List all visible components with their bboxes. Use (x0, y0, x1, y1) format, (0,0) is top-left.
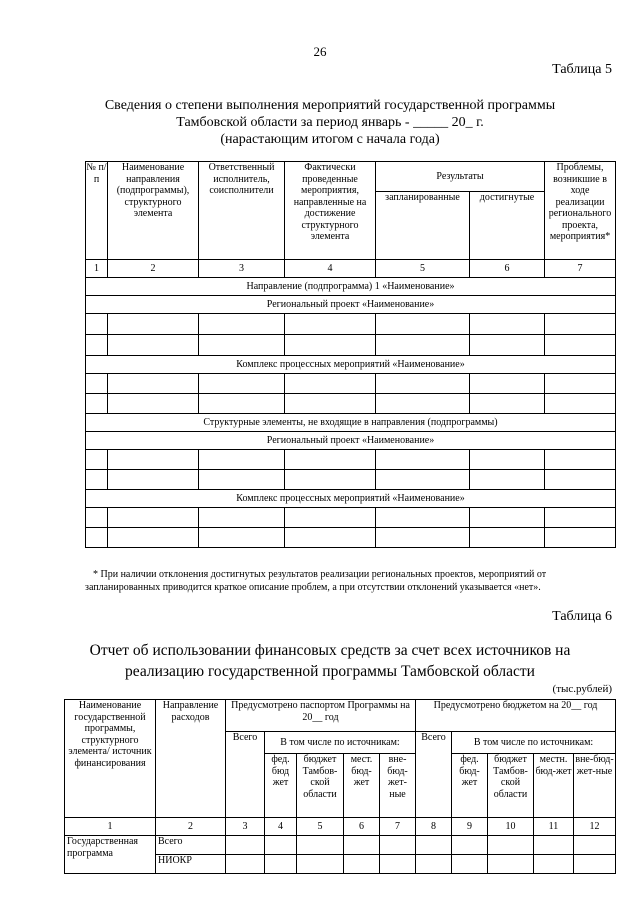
table6-title-line: реализацию государственной программы Тамбовской области (125, 663, 535, 680)
t5-section-row: Региональный проект «Наименование» (86, 432, 616, 450)
table5-footnote: * При наличии отклонения достигнутых результатов реализации региональных проектов, мероприятий от запланированных приводится краткое описание проблем, а при отсутствии отклонений указывается «нет». (85, 569, 547, 593)
t6-header-by-sources: В том числе по источникам: (265, 732, 416, 754)
table5-title-line: (нарастающим итогом с начала года) (220, 132, 440, 147)
table6-title-line: Отчет об использовании финансовых средств за счет всех источников на (89, 642, 571, 659)
t6-row-niokr: НИОКР (156, 855, 226, 874)
t6-header-total: Всего (226, 732, 265, 818)
t6-row-program: Государственная программа (65, 836, 156, 874)
t5-header-problems: Проблемы, возникшие в ходе реализации регионального проекта, мероприятия* (545, 162, 616, 260)
t6-colnum: 9 (452, 818, 488, 836)
t6-header-total: Всего (416, 732, 452, 818)
t5-section-row: Структурные элементы, не входящие в направления (подпрограммы) (86, 414, 616, 432)
t5-section-row: Комплекс процессных мероприятий «Наименование» (86, 356, 616, 374)
t6-header-regional: бюджет Тамбов-ской области (488, 754, 534, 818)
t6-header-fed: фед. бюд жет (265, 754, 297, 818)
t6-header-extra: вне-бюд-жет-ные (380, 754, 416, 818)
t6-header-by-sources: В том числе по источникам: (452, 732, 616, 754)
t6-header-name: Наименование государственной программы, структурного элемента/ источник финансирования (65, 700, 156, 818)
t5-header-actual: Фактически проведенные мероприятия, направленные на достижение структурного элемента (285, 162, 376, 260)
t5-colnum: 6 (470, 260, 545, 278)
t6-colnum: 6 (344, 818, 380, 836)
t6-header-budget: Предусмотрено бюджетом на 20__ год (416, 700, 616, 732)
t5-header-planned: запланированные (376, 192, 470, 260)
t6-header-passport: Предусмотрено паспортом Программы на 20__ год (226, 700, 416, 732)
table6 (64, 699, 616, 874)
t6-header-extra: вне-бюд-жет-ные (574, 754, 616, 818)
t5-header-results: Результаты (376, 162, 545, 192)
t5-section-row: Комплекс процессных мероприятий «Наименование» (86, 490, 616, 508)
t5-empty-row (86, 450, 616, 470)
t6-header-regional: бюджет Тамбов-ской области (297, 754, 344, 818)
table5-title-line: Тамбовской области за период январь - _____ 20_ г. (176, 115, 484, 130)
t5-colnum: 1 (86, 260, 108, 278)
t5-header-responsible: Ответственный исполнитель, соисполнители (199, 162, 285, 260)
t6-colnum: 2 (156, 818, 226, 836)
t5-empty-row (86, 314, 616, 335)
t5-colnum: 3 (199, 260, 285, 278)
t5-empty-row (86, 508, 616, 528)
t5-empty-row (86, 394, 616, 414)
t6-colnum: 12 (574, 818, 616, 836)
table5-title (60, 97, 600, 148)
t5-header-name: Наименование направления (подпрограммы), структурного элемента (108, 162, 199, 260)
t5-colnum: 4 (285, 260, 376, 278)
t5-section-row: Региональный проект «Наименование» (86, 296, 616, 314)
table5-title-line: Сведения о степени выполнения мероприятий государственной программы (104, 98, 556, 113)
t5-colnum: 2 (108, 260, 199, 278)
t6-colnum: 3 (226, 818, 265, 836)
units-label: (тыс.рублей) (552, 683, 612, 695)
t6-header-local: мест. бюд-жет (344, 754, 380, 818)
t5-header-num: № п/п (86, 162, 108, 260)
t5-colnum: 7 (545, 260, 616, 278)
t6-colnum: 5 (297, 818, 344, 836)
t5-empty-row (86, 374, 616, 394)
t6-header-direction: Направление расходов (156, 700, 226, 818)
t6-row-total: Всего (156, 836, 226, 855)
t6-colnum: 11 (534, 818, 574, 836)
t5-header-achieved: достигнутые (470, 192, 545, 260)
t5-section-row: Направление (подпрограмма) 1 «Наименование» (86, 278, 616, 296)
table5-label: Таблица 5 (552, 62, 612, 77)
t6-colnum: 7 (380, 818, 416, 836)
t5-empty-row (86, 528, 616, 548)
t5-empty-row (86, 335, 616, 356)
table6-label: Таблица 6 (552, 609, 612, 624)
table5 (85, 161, 616, 548)
page-number: 26 (313, 44, 327, 59)
t6-colnum: 8 (416, 818, 452, 836)
t5-colnum: 5 (376, 260, 470, 278)
t6-header-fed: фед. бюд-жет (452, 754, 488, 818)
t6-colnum: 4 (265, 818, 297, 836)
t6-colnum: 1 (65, 818, 156, 836)
table6-title (60, 640, 600, 682)
t6-header-local: местн. бюд-жет (534, 754, 574, 818)
t6-colnum: 10 (488, 818, 534, 836)
t5-empty-row (86, 470, 616, 490)
